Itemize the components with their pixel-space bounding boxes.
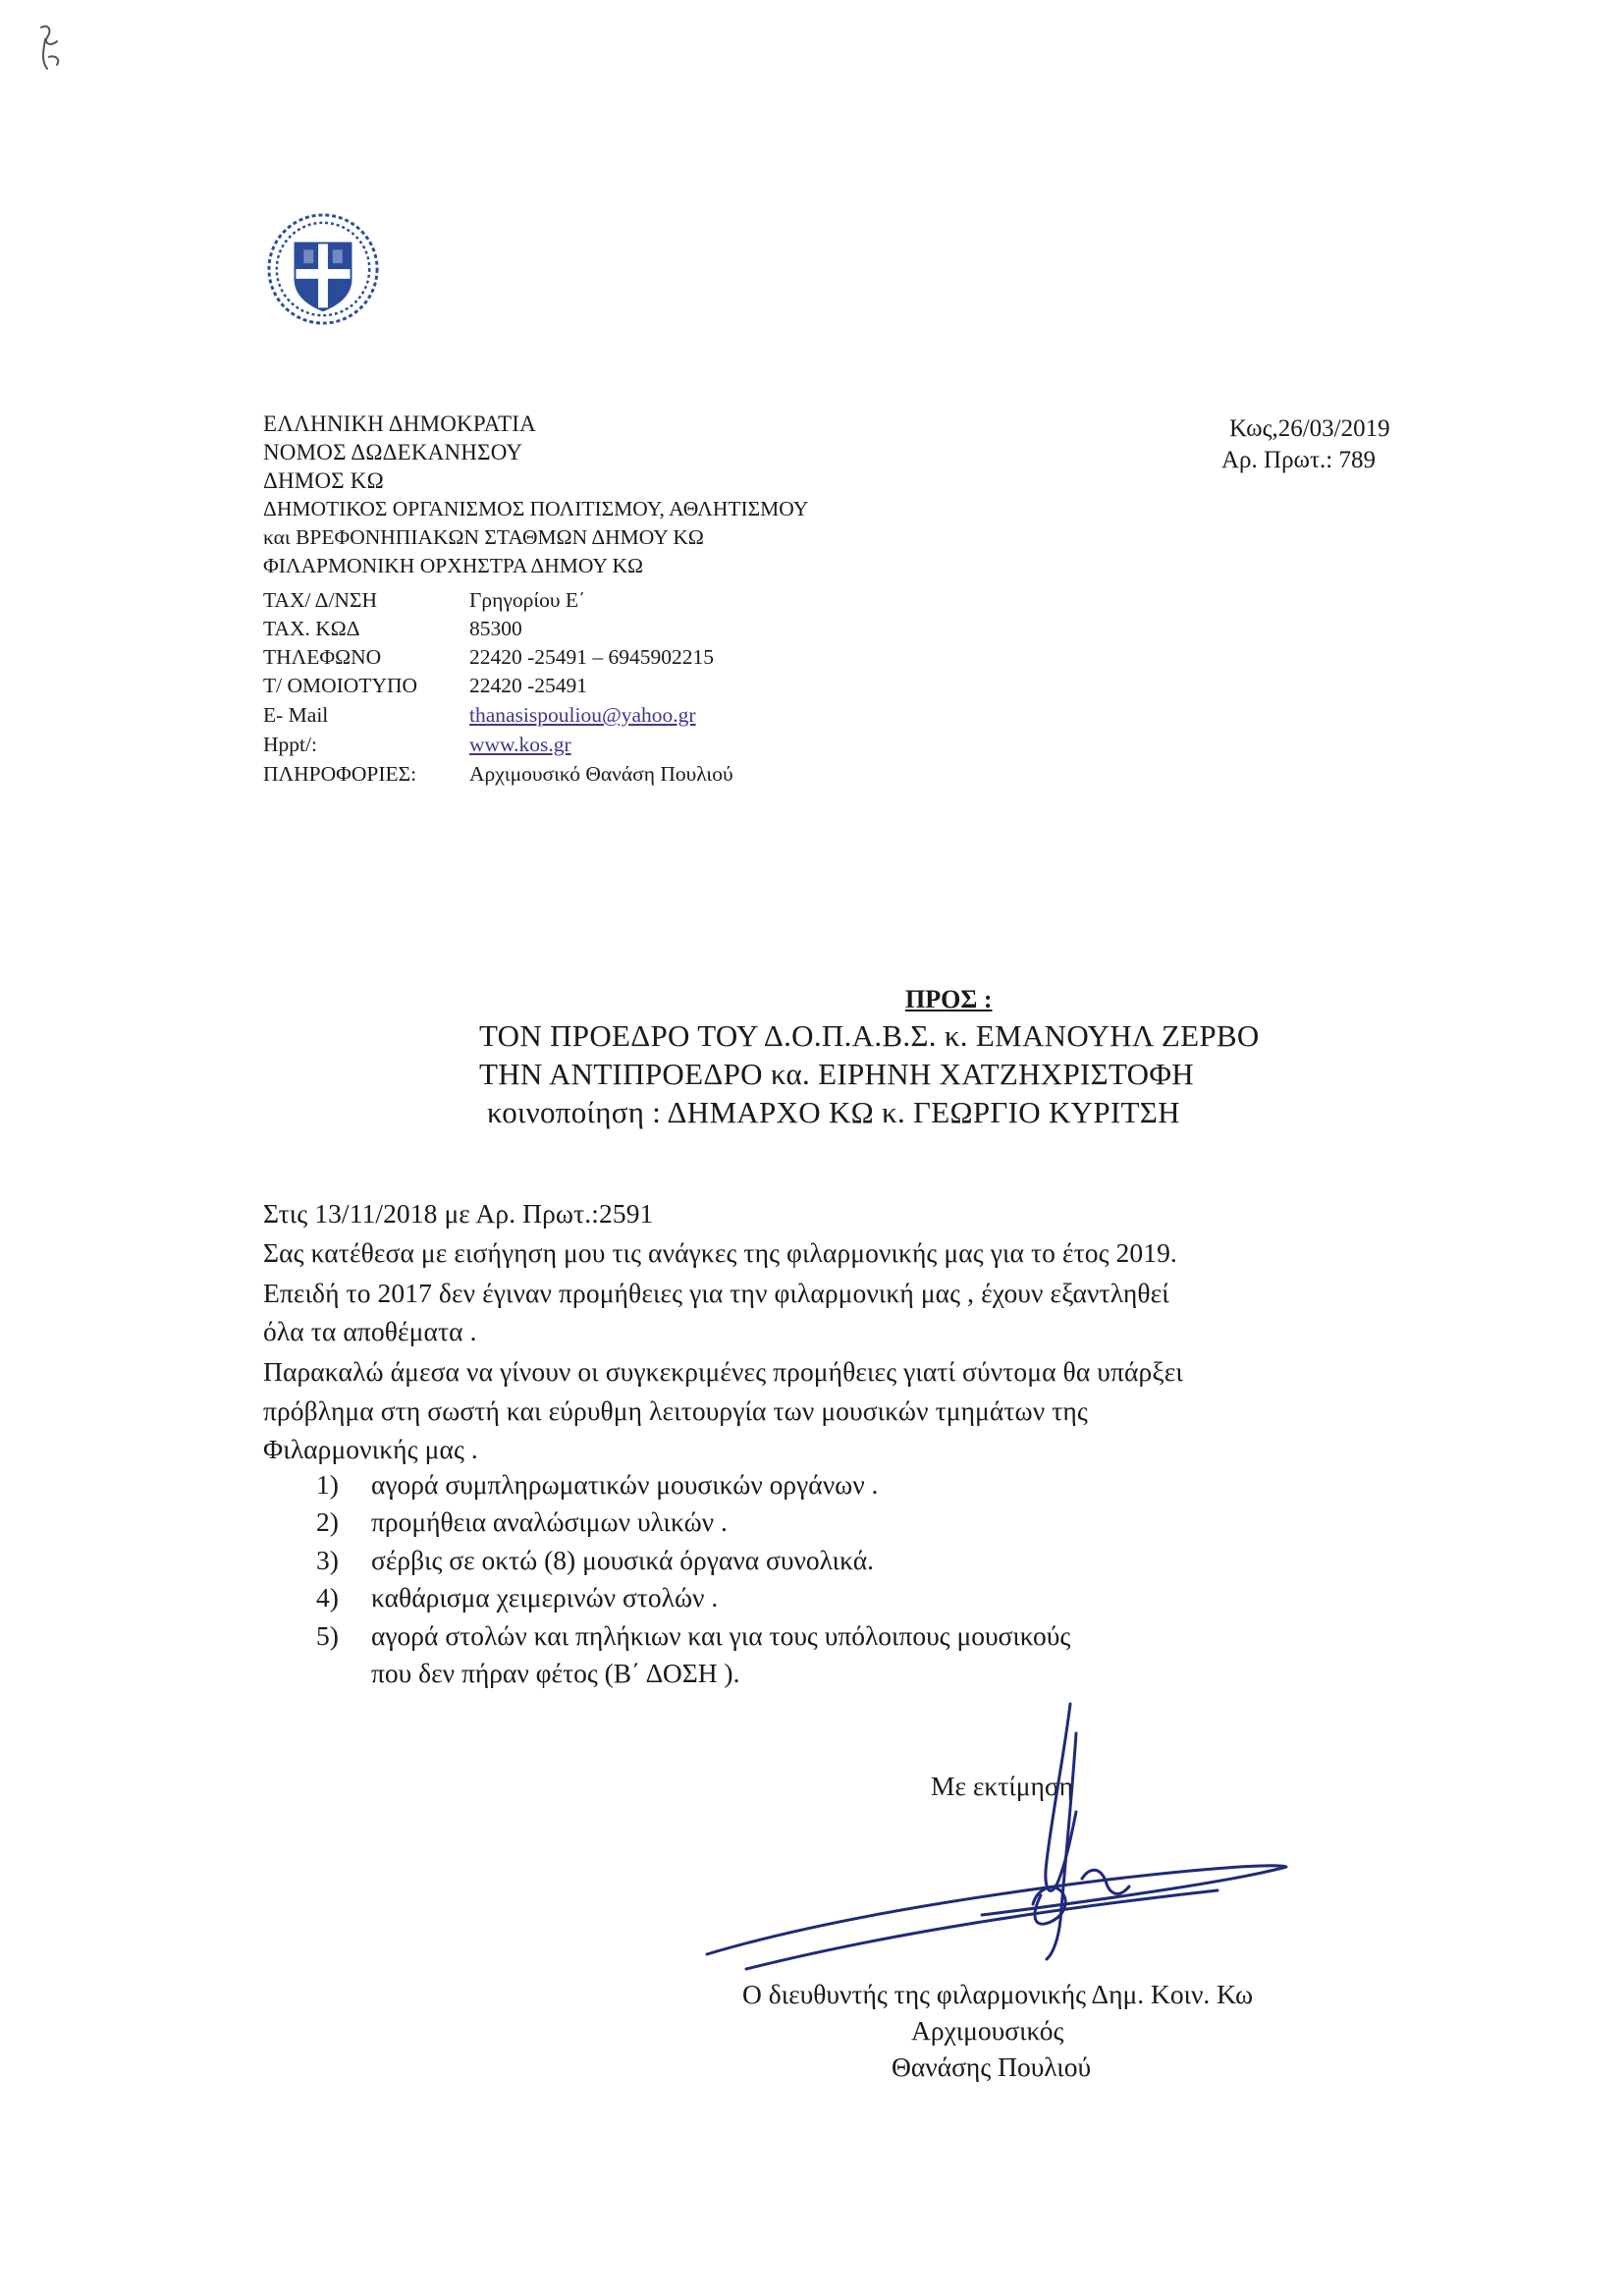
signatory-title: Αρχιμουσικός [911, 2015, 1064, 2046]
list-item-number: 4) [316, 1582, 339, 1613]
website-link[interactable]: www.kos.gr [469, 733, 571, 756]
contact-value-info: Αρχιμουσικό Θανάση Πουλιού [469, 762, 733, 786]
recipient-line-president: ΤΟΝ ΠΡΟΕΔΡΟ ΤΟΥ Δ.Ο.Π.Α.Β.Σ. κ. ΕΜΑΝΟΥΗΛ ΖΕΡΒΟ [479, 1018, 1260, 1053]
header-organization-line2: και ΒΡΕΦΟΝΗΠΙΑΚΩΝ ΣΤΑΘΜΩΝ ΔΗΜΟΥ ΚΩ [263, 525, 704, 549]
body-line-6: πρόβλημα στη σωστή και εύρυθμη λειτουργία των μουσικών τμημάτων της [263, 1395, 1088, 1426]
email-link[interactable]: thanasispouliou@yahoo.gr [469, 703, 696, 727]
contact-value-address: Γρηγορίου Ε΄ [469, 588, 586, 612]
list-item-number: 5) [316, 1620, 339, 1651]
header-organization-line1: ΔΗΜΟΤΙΚΟΣ ΟΡΓΑΝΙΣΜΟΣ ΠΟΛΙΤΙΣΜΟΥ, ΑΘΛΗΤΙΣΜΟΥ [263, 497, 809, 520]
body-line-2: Σας κατέθεσα με εισήγηση μου τις ανάγκες της φιλαρμονικής μας για το έτος 2019. [263, 1237, 1177, 1268]
contact-label-info: ΠΛΗΡΟΦΟΡΙΕΣ: [263, 762, 417, 786]
contact-value-phone: 22420 -25491 – 6945902215 [469, 645, 715, 669]
signatory-name: Θανάσης Πουλιού [892, 2051, 1092, 2082]
list-item-number: 1) [316, 1469, 339, 1500]
contact-label-address: ΤΑΧ/ Δ/ΝΣΗ [263, 588, 377, 612]
closing-greeting: Με εκτίμηση [931, 1771, 1074, 1801]
list-item-text: καθάρισμα χειμερινών στολών . [371, 1582, 719, 1613]
header-department: ΦΙΛΑΡΜΟΝΙΚΗ ΟΡΧΗΣΤΡΑ ΔΗΜΟΥ ΚΩ [263, 554, 643, 577]
contact-label-fax: Τ/ ΟΜΟΙΟΤΥΠΟ [263, 674, 418, 697]
list-item-continuation: που δεν πήραν φέτος (Β΄ ΔΟΣΗ ). [371, 1658, 740, 1688]
body-line-1: Στις 13/11/2018 με Αρ. Πρωτ.:2591 [263, 1198, 654, 1229]
list-item-text: σέρβις σε οκτώ (8) μουσικά όργανα συνολικά. [371, 1545, 874, 1575]
contact-value-fax: 22420 -25491 [469, 674, 588, 697]
body-line-3: Επειδή το 2017 δεν έγιναν προμήθειες για την φιλαρμονική μας , έχουν εξαντληθεί [263, 1278, 1169, 1308]
body-line-5: Παρακαλώ άμεσα να γίνουν οι συγκεκριμένες προμήθειες γιατί σύντομα θα υπάρξει [263, 1356, 1183, 1387]
body-line-7: Φιλαρμονικής μας . [263, 1434, 478, 1464]
list-item-text: αγορά συμπληρωματικών μουσικών οργάνων . [371, 1469, 879, 1500]
contact-label-website: Hppt/: [263, 733, 317, 756]
list-item-number: 3) [316, 1545, 339, 1575]
body-line-4: όλα τα αποθέματα . [263, 1316, 477, 1346]
contact-value-postcode: 85300 [469, 617, 522, 640]
header-country: ΕΛΛΗΝΙΚΗ ΔΗΜΟΚΡΑΤΙΑ [263, 411, 536, 436]
list-item-text: προμήθεια αναλώσιμων υλικών . [371, 1506, 728, 1537]
contact-label-postcode: ΤΑΧ. ΚΩΔ [263, 617, 360, 640]
recipient-line-cc-mayor: κοινοποίηση : ΔΗΜΑΡΧΟ ΚΩ κ. ΓΕΩΡΓΙΟ ΚΥΡΙΤΣΗ [487, 1095, 1180, 1129]
document-date: Κως,26/03/2019 [1229, 415, 1390, 442]
protocol-number: Αρ. Πρωτ.: 789 [1221, 447, 1377, 473]
recipient-line-vice-president: ΤΗΝ ΑΝΤΙΠΡΟΕΔΡΟ κα. ΕΙΡΗΝΗ ΧΑΤΖΗΧΡΙΣΤΟΦΗ [479, 1057, 1194, 1091]
header-prefecture: ΝΟΜΟΣ ΔΩΔΕΚΑΝΗΣΟΥ [263, 440, 523, 465]
greek-state-emblem-icon [265, 211, 381, 327]
handwritten-signature [687, 1694, 1296, 2028]
signatory-role: Ο διευθυντής της φιλαρμονικής Δημ. Κοιν. Κω [742, 1979, 1254, 2009]
handwritten-initial-mark [27, 18, 77, 77]
contact-label-email: E- Mail [263, 703, 329, 727]
contact-label-phone: ΤΗΛΕΦΩΝΟ [263, 645, 382, 669]
header-municipality: ΔΗΜΟΣ ΚΩ [263, 468, 384, 493]
list-item-number: 2) [316, 1506, 339, 1537]
recipients-title: ΠΡΟΣ : [905, 985, 993, 1013]
list-item-text: αγορά στολών και πηλήκιων και για τους υπόλοιπους μουσικούς [371, 1620, 1071, 1651]
